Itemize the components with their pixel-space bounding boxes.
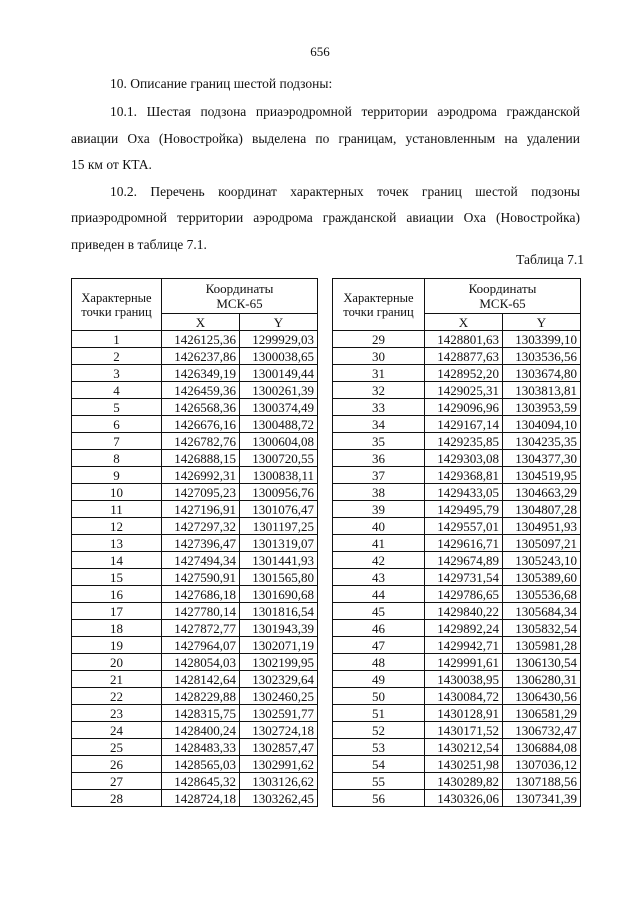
y-coordinate-cell: 1304951,93 — [503, 518, 581, 535]
y-coordinate-cell: 1301690,68 — [240, 586, 318, 603]
point-number-cell: 21 — [72, 671, 162, 688]
table-row — [72, 467, 318, 484]
x-coordinate-cell: 1426459,36 — [162, 382, 240, 399]
point-number-cell: 52 — [333, 722, 425, 739]
x-coordinate-cell: 1429731,54 — [425, 569, 503, 586]
coordinates-table-left — [71, 278, 318, 807]
x-coordinate-cell: 1429840,22 — [425, 603, 503, 620]
table-row — [72, 484, 318, 501]
table-row — [333, 671, 581, 688]
y-coordinate-cell: 1301816,54 — [240, 603, 318, 620]
y-coordinate-cell: 1303126,62 — [240, 773, 318, 790]
point-number-cell: 13 — [72, 535, 162, 552]
coordinates-table-right — [332, 278, 581, 807]
table-row — [72, 535, 318, 552]
y-coordinate-cell: 1300488,72 — [240, 416, 318, 433]
y-coordinate-cell: 1300720,55 — [240, 450, 318, 467]
point-number-cell: 44 — [333, 586, 425, 603]
x-coordinate-cell: 1429433,05 — [425, 484, 503, 501]
y-coordinate-cell: 1300604,08 — [240, 433, 318, 450]
point-number-cell: 42 — [333, 552, 425, 569]
table-row — [72, 416, 318, 433]
y-coordinate-cell: 1305832,54 — [503, 620, 581, 637]
x-coordinate-cell: 1427297,32 — [162, 518, 240, 535]
y-coordinate-cell: 1300374,49 — [240, 399, 318, 416]
point-number-cell: 36 — [333, 450, 425, 467]
y-coordinate-cell: 1306280,31 — [503, 671, 581, 688]
y-coordinate-cell: 1305243,10 — [503, 552, 581, 569]
point-number-cell: 54 — [333, 756, 425, 773]
y-coordinate-cell: 1302724,18 — [240, 722, 318, 739]
point-number-cell: 30 — [333, 348, 425, 365]
point-number-cell: 25 — [72, 739, 162, 756]
x-coordinate-cell: 1428952,20 — [425, 365, 503, 382]
table-row — [72, 739, 318, 756]
table-row — [72, 569, 318, 586]
x-coordinate-cell: 1427780,14 — [162, 603, 240, 620]
point-number-cell: 47 — [333, 637, 425, 654]
point-number-cell: 40 — [333, 518, 425, 535]
y-coordinate-cell: 1307036,12 — [503, 756, 581, 773]
table-row — [333, 552, 581, 569]
x-coordinate-cell: 1427872,77 — [162, 620, 240, 637]
x-coordinate-cell: 1430171,52 — [425, 722, 503, 739]
point-number-cell: 3 — [72, 365, 162, 382]
y-coordinate-cell: 1304807,28 — [503, 501, 581, 518]
x-coordinate-cell: 1428801,63 — [425, 331, 503, 348]
table-row — [333, 416, 581, 433]
point-number-cell: 45 — [333, 603, 425, 620]
y-coordinate-cell: 1302857,47 — [240, 739, 318, 756]
y-coordinate-cell: 1306732,47 — [503, 722, 581, 739]
header-x: X — [162, 314, 240, 331]
y-coordinate-cell: 1302329,64 — [240, 671, 318, 688]
y-coordinate-cell: 1303399,10 — [503, 331, 581, 348]
x-coordinate-cell: 1427095,23 — [162, 484, 240, 501]
paragraph-10-2-line-1: 10.2. Перечень координат характерных точек границ шестой подзоны — [110, 184, 580, 199]
header-coords-line-2: МСК-65 — [479, 296, 526, 311]
y-coordinate-cell: 1304519,95 — [503, 467, 581, 484]
x-coordinate-cell: 1427494,34 — [162, 552, 240, 569]
y-coordinate-cell: 1302199,95 — [240, 654, 318, 671]
point-number-cell: 39 — [333, 501, 425, 518]
header-x: X — [425, 314, 503, 331]
table-row — [333, 365, 581, 382]
point-number-cell: 33 — [333, 399, 425, 416]
y-coordinate-cell: 1306884,08 — [503, 739, 581, 756]
x-coordinate-cell: 1429025,31 — [425, 382, 503, 399]
table-row — [333, 790, 581, 807]
x-coordinate-cell: 1429096,96 — [425, 399, 503, 416]
x-coordinate-cell: 1429368,81 — [425, 467, 503, 484]
y-coordinate-cell: 1301565,80 — [240, 569, 318, 586]
table-row — [333, 348, 581, 365]
y-coordinate-cell: 1301943,39 — [240, 620, 318, 637]
x-coordinate-cell: 1427686,18 — [162, 586, 240, 603]
y-coordinate-cell: 1304094,10 — [503, 416, 581, 433]
point-number-cell: 11 — [72, 501, 162, 518]
table-row — [333, 756, 581, 773]
header-coords-line-1: Координаты — [205, 281, 274, 296]
point-number-cell: 12 — [72, 518, 162, 535]
point-number-cell: 8 — [72, 450, 162, 467]
y-coordinate-cell: 1304377,30 — [503, 450, 581, 467]
x-coordinate-cell: 1429495,79 — [425, 501, 503, 518]
point-number-cell: 56 — [333, 790, 425, 807]
table-row — [333, 688, 581, 705]
y-coordinate-cell: 1304235,35 — [503, 433, 581, 450]
point-number-cell: 35 — [333, 433, 425, 450]
point-number-cell: 6 — [72, 416, 162, 433]
y-coordinate-cell: 1303813,81 — [503, 382, 581, 399]
point-number-cell: 50 — [333, 688, 425, 705]
header-coords — [162, 279, 318, 314]
x-coordinate-cell: 1428142,64 — [162, 671, 240, 688]
point-number-cell: 51 — [333, 705, 425, 722]
y-coordinate-cell: 1306130,54 — [503, 654, 581, 671]
table-row — [72, 399, 318, 416]
table-row — [333, 450, 581, 467]
point-number-cell: 24 — [72, 722, 162, 739]
point-number-cell: 48 — [333, 654, 425, 671]
x-coordinate-cell: 1429942,71 — [425, 637, 503, 654]
point-number-cell: 55 — [333, 773, 425, 790]
y-coordinate-cell: 1301319,07 — [240, 535, 318, 552]
x-coordinate-cell: 1426782,76 — [162, 433, 240, 450]
x-coordinate-cell: 1430326,06 — [425, 790, 503, 807]
point-number-cell: 28 — [72, 790, 162, 807]
x-coordinate-cell: 1428645,32 — [162, 773, 240, 790]
x-coordinate-cell: 1426349,19 — [162, 365, 240, 382]
point-number-cell: 31 — [333, 365, 425, 382]
paragraph-10-1-line-2: авиации Оха (Новостройка) выделена по границам, установленным на удалении — [71, 131, 580, 146]
point-number-cell: 17 — [72, 603, 162, 620]
y-coordinate-cell: 1302460,25 — [240, 688, 318, 705]
point-number-cell: 9 — [72, 467, 162, 484]
x-coordinate-cell: 1429786,65 — [425, 586, 503, 603]
x-coordinate-cell: 1429303,08 — [425, 450, 503, 467]
x-coordinate-cell: 1429892,24 — [425, 620, 503, 637]
y-coordinate-cell: 1302991,62 — [240, 756, 318, 773]
point-number-cell: 43 — [333, 569, 425, 586]
y-coordinate-cell: 1301197,25 — [240, 518, 318, 535]
y-coordinate-cell: 1306581,29 — [503, 705, 581, 722]
table-row — [72, 382, 318, 399]
table-row — [72, 722, 318, 739]
point-number-cell: 18 — [72, 620, 162, 637]
header-points-line-1: Характерные — [343, 290, 414, 305]
table-row — [333, 382, 581, 399]
table-row — [72, 790, 318, 807]
header-y: Y — [240, 314, 318, 331]
x-coordinate-cell: 1430128,91 — [425, 705, 503, 722]
y-coordinate-cell: 1305684,34 — [503, 603, 581, 620]
x-coordinate-cell: 1430038,95 — [425, 671, 503, 688]
point-number-cell: 27 — [72, 773, 162, 790]
y-coordinate-cell: 1300838,11 — [240, 467, 318, 484]
header-coords-line-1: Координаты — [468, 281, 537, 296]
table-row — [72, 450, 318, 467]
x-coordinate-cell: 1428565,03 — [162, 756, 240, 773]
y-coordinate-cell: 1305097,21 — [503, 535, 581, 552]
point-number-cell: 26 — [72, 756, 162, 773]
x-coordinate-cell: 1426237,86 — [162, 348, 240, 365]
table-row — [72, 433, 318, 450]
y-coordinate-cell: 1300149,44 — [240, 365, 318, 382]
x-coordinate-cell: 1429167,14 — [425, 416, 503, 433]
y-coordinate-cell: 1299929,03 — [240, 331, 318, 348]
table-row — [333, 637, 581, 654]
paragraph-10-1-line-1: 10.1. Шестая подзона приаэродромной территории аэродрома гражданской — [110, 104, 580, 119]
point-number-cell: 53 — [333, 739, 425, 756]
point-number-cell: 19 — [72, 637, 162, 654]
y-coordinate-cell: 1302591,77 — [240, 705, 318, 722]
page-number: 656 — [310, 44, 330, 59]
x-coordinate-cell: 1426676,16 — [162, 416, 240, 433]
table-row — [333, 501, 581, 518]
table-row — [333, 603, 581, 620]
x-coordinate-cell: 1427964,07 — [162, 637, 240, 654]
x-coordinate-cell: 1429235,85 — [425, 433, 503, 450]
x-coordinate-cell: 1428054,03 — [162, 654, 240, 671]
x-coordinate-cell: 1426992,31 — [162, 467, 240, 484]
point-number-cell: 41 — [333, 535, 425, 552]
point-number-cell: 1 — [72, 331, 162, 348]
point-number-cell: 38 — [333, 484, 425, 501]
table-row — [333, 467, 581, 484]
table-row — [333, 535, 581, 552]
table-row — [333, 773, 581, 790]
table-row — [72, 518, 318, 535]
table-row — [333, 654, 581, 671]
point-number-cell: 46 — [333, 620, 425, 637]
header-coords-line-2: МСК-65 — [216, 296, 263, 311]
x-coordinate-cell: 1427196,91 — [162, 501, 240, 518]
point-number-cell: 4 — [72, 382, 162, 399]
x-coordinate-cell: 1426888,15 — [162, 450, 240, 467]
y-coordinate-cell: 1305536,68 — [503, 586, 581, 603]
table-row — [72, 331, 318, 348]
table-row — [72, 348, 318, 365]
table-row — [333, 739, 581, 756]
paragraph-10-2-line-2: приаэродромной территории аэродрома гражданской авиации Оха (Новостройка) — [71, 210, 580, 225]
y-coordinate-cell: 1307341,39 — [503, 790, 581, 807]
point-number-cell: 5 — [72, 399, 162, 416]
table-row — [72, 773, 318, 790]
x-coordinate-cell: 1430289,82 — [425, 773, 503, 790]
table-row — [333, 586, 581, 603]
table-row — [72, 637, 318, 654]
header-points-line-2: точки границ — [343, 304, 414, 319]
header-points-line-2: точки границ — [81, 304, 152, 319]
table-row — [72, 365, 318, 382]
point-number-cell: 34 — [333, 416, 425, 433]
table-row — [72, 501, 318, 518]
y-coordinate-cell: 1305389,60 — [503, 569, 581, 586]
point-number-cell: 49 — [333, 671, 425, 688]
x-coordinate-cell: 1427396,47 — [162, 535, 240, 552]
y-coordinate-cell: 1304663,29 — [503, 484, 581, 501]
x-coordinate-cell: 1428315,75 — [162, 705, 240, 722]
y-coordinate-cell: 1307188,56 — [503, 773, 581, 790]
y-coordinate-cell: 1303674,80 — [503, 365, 581, 382]
table-row — [72, 603, 318, 620]
point-number-cell: 14 — [72, 552, 162, 569]
header-y: Y — [503, 314, 581, 331]
table-row — [333, 722, 581, 739]
table-row — [333, 433, 581, 450]
x-coordinate-cell: 1428400,24 — [162, 722, 240, 739]
y-coordinate-cell: 1300956,76 — [240, 484, 318, 501]
y-coordinate-cell: 1302071,19 — [240, 637, 318, 654]
table-row — [333, 399, 581, 416]
point-number-cell: 37 — [333, 467, 425, 484]
header-points-line-1: Характерные — [81, 290, 152, 305]
x-coordinate-cell: 1426125,36 — [162, 331, 240, 348]
y-coordinate-cell: 1306430,56 — [503, 688, 581, 705]
x-coordinate-cell: 1429991,61 — [425, 654, 503, 671]
point-number-cell: 2 — [72, 348, 162, 365]
table-row — [72, 620, 318, 637]
section-heading: 10. Описание границ шестой подзоны: — [110, 76, 333, 91]
y-coordinate-cell: 1303536,56 — [503, 348, 581, 365]
table-row — [333, 484, 581, 501]
table-row — [333, 569, 581, 586]
table-caption: Таблица 7.1 — [516, 252, 584, 267]
y-coordinate-cell: 1303953,59 — [503, 399, 581, 416]
x-coordinate-cell: 1429674,89 — [425, 552, 503, 569]
y-coordinate-cell: 1300038,65 — [240, 348, 318, 365]
table-row — [333, 705, 581, 722]
x-coordinate-cell: 1430212,54 — [425, 739, 503, 756]
table-row — [333, 331, 581, 348]
table-row — [72, 552, 318, 569]
y-coordinate-cell: 1305981,28 — [503, 637, 581, 654]
y-coordinate-cell: 1303262,45 — [240, 790, 318, 807]
x-coordinate-cell: 1429557,01 — [425, 518, 503, 535]
x-coordinate-cell: 1428724,18 — [162, 790, 240, 807]
x-coordinate-cell: 1428229,88 — [162, 688, 240, 705]
table-row — [333, 518, 581, 535]
table-row — [72, 705, 318, 722]
point-number-cell: 7 — [72, 433, 162, 450]
table-row — [72, 671, 318, 688]
table-row — [72, 586, 318, 603]
y-coordinate-cell: 1301441,93 — [240, 552, 318, 569]
header-points — [333, 279, 425, 331]
paragraph-10-1-line-3: 15 км от КТА. — [71, 157, 152, 172]
point-number-cell: 10 — [72, 484, 162, 501]
x-coordinate-cell: 1428483,33 — [162, 739, 240, 756]
point-number-cell: 22 — [72, 688, 162, 705]
y-coordinate-cell: 1300261,39 — [240, 382, 318, 399]
x-coordinate-cell: 1426568,36 — [162, 399, 240, 416]
point-number-cell: 20 — [72, 654, 162, 671]
x-coordinate-cell: 1430084,72 — [425, 688, 503, 705]
x-coordinate-cell: 1429616,71 — [425, 535, 503, 552]
table-row — [72, 688, 318, 705]
table-row — [72, 756, 318, 773]
table-row — [333, 620, 581, 637]
point-number-cell: 29 — [333, 331, 425, 348]
header-coords — [425, 279, 581, 314]
x-coordinate-cell: 1430251,98 — [425, 756, 503, 773]
paragraph-10-2-line-3: приведен в таблице 7.1. — [71, 237, 207, 252]
y-coordinate-cell: 1301076,47 — [240, 501, 318, 518]
x-coordinate-cell: 1427590,91 — [162, 569, 240, 586]
point-number-cell: 15 — [72, 569, 162, 586]
point-number-cell: 16 — [72, 586, 162, 603]
header-points — [72, 279, 162, 331]
x-coordinate-cell: 1428877,63 — [425, 348, 503, 365]
table-row — [72, 654, 318, 671]
point-number-cell: 32 — [333, 382, 425, 399]
point-number-cell: 23 — [72, 705, 162, 722]
